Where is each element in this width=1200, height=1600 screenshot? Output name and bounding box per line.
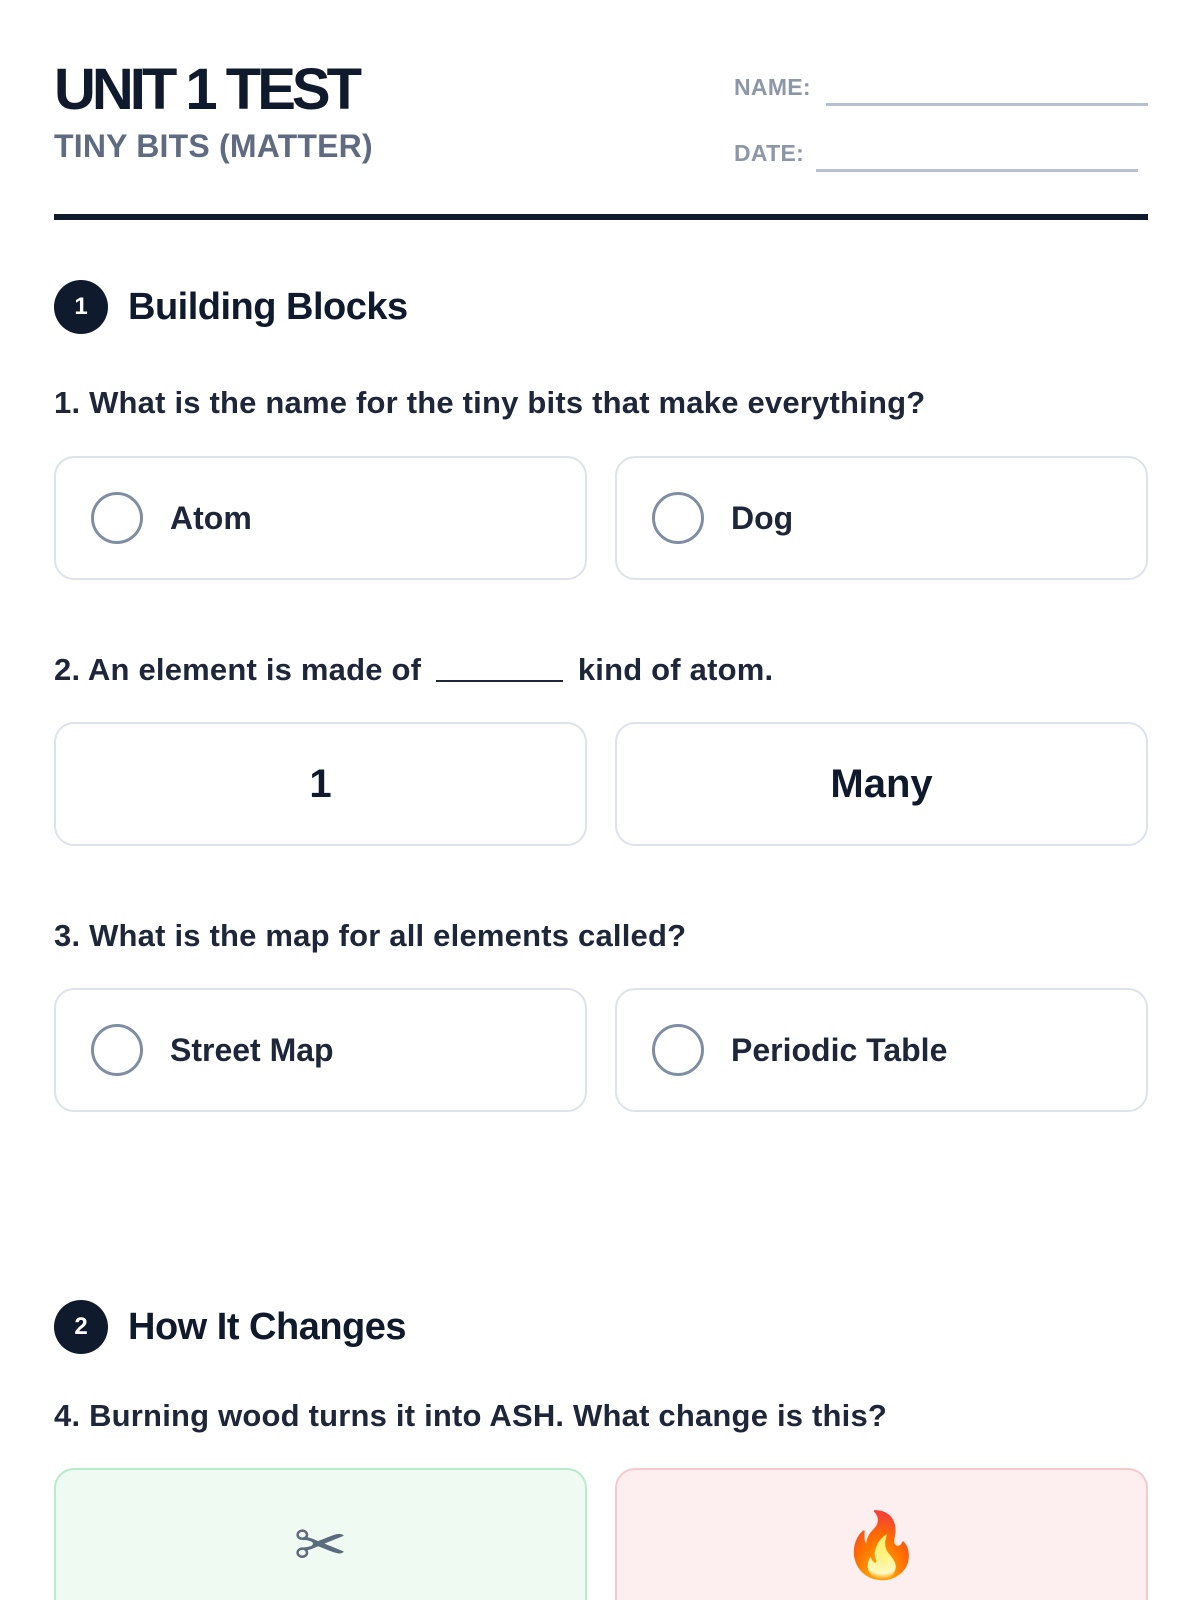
section-heading-building-blocks (54, 280, 408, 334)
question-2-text-before: 2. An element is made of (54, 652, 422, 687)
answer-option-periodic-table[interactable] (615, 988, 1148, 1112)
section-number-badge: 2 (54, 1300, 108, 1354)
question-2-options (54, 722, 1148, 846)
answer-option-street-map[interactable] (54, 988, 587, 1112)
option-label: 1 (309, 761, 332, 806)
question-1-options (54, 456, 1148, 580)
option-label: Atom (170, 499, 252, 536)
section-title: Building Blocks (128, 285, 408, 328)
answer-option-1[interactable] (54, 722, 587, 846)
radio-circle-icon[interactable] (91, 492, 143, 544)
question-3-options (54, 988, 1148, 1112)
section-number-badge: 1 (54, 280, 108, 334)
section-heading-how-it-changes (54, 1300, 406, 1354)
answer-option-many[interactable] (615, 722, 1148, 846)
date-label: DATE: (734, 140, 805, 166)
question-4: 4. Burning wood turns it into ASH. What change is this? (54, 1398, 888, 1433)
name-line[interactable] (826, 103, 1148, 106)
question-4-options (54, 1468, 1148, 1592)
question-2 (54, 652, 773, 688)
date-field[interactable] (734, 132, 1148, 172)
fire-icon: 🔥 (841, 1509, 922, 1583)
question-2-text-after: kind of atom. (577, 652, 774, 687)
radio-circle-icon[interactable] (91, 1024, 143, 1076)
answer-option-chemical-change[interactable] (615, 1468, 1148, 1600)
option-label: Street Map (170, 1031, 334, 1068)
question-3: 3. What is the map for all elements called? (54, 918, 687, 953)
test-header (54, 58, 1148, 223)
date-line[interactable] (816, 169, 1138, 172)
option-label: Dog (731, 499, 794, 536)
radio-circle-icon[interactable] (652, 492, 704, 544)
radio-circle-icon[interactable] (652, 1024, 704, 1076)
option-label: Many (830, 761, 933, 806)
test-title: UNIT 1 TEST (54, 57, 359, 122)
fill-in-blank (436, 680, 563, 682)
section-title: How It Changes (128, 1305, 407, 1348)
header-divider (54, 214, 1148, 220)
option-label: Periodic Table (731, 1031, 948, 1068)
name-label: NAME: (734, 74, 811, 100)
answer-option-dog[interactable] (615, 456, 1148, 580)
answer-option-physical-change[interactable] (54, 1468, 587, 1600)
answer-option-atom[interactable] (54, 456, 587, 580)
scissors-icon: ✂ (293, 1509, 348, 1583)
test-subtitle: TINY BITS (MATTER) (54, 128, 373, 164)
question-1: 1. What is the name for the tiny bits that make everything? (54, 385, 926, 420)
name-field[interactable] (734, 66, 1148, 106)
